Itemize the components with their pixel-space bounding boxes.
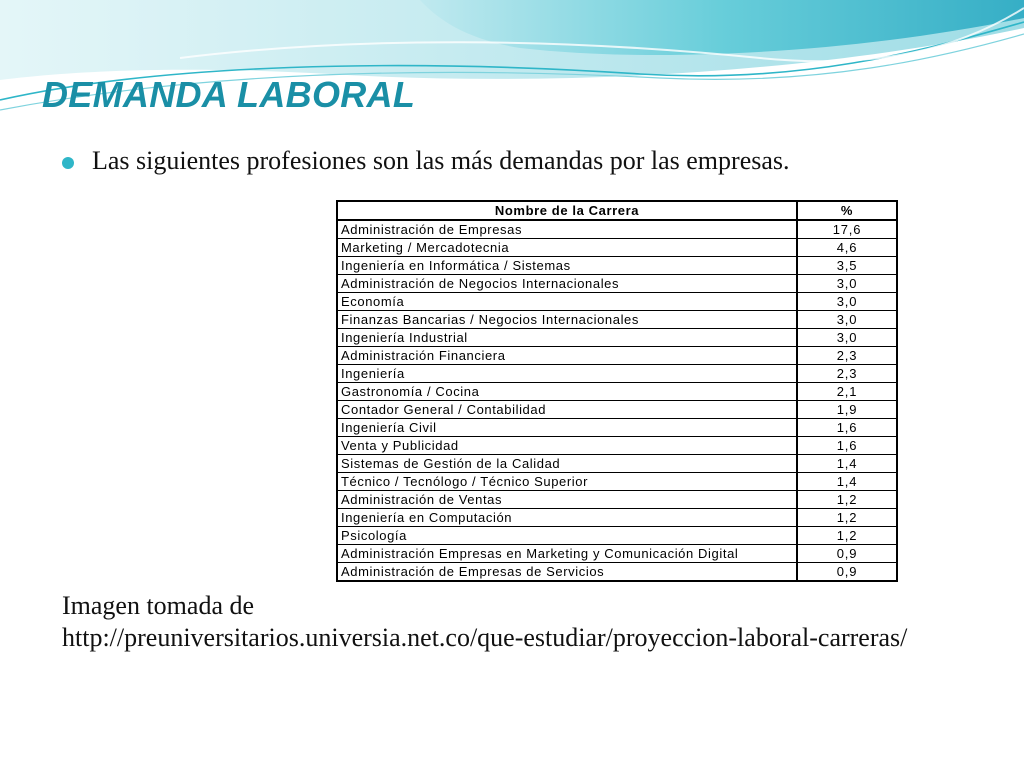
career-name: Ingeniería (337, 365, 797, 383)
slide-title: DEMANDA LABORAL (42, 74, 416, 115)
header-name: Nombre de la Carrera (337, 201, 797, 220)
career-name: Venta y Publicidad (337, 437, 797, 455)
table-row (337, 545, 897, 563)
table-row (337, 383, 897, 401)
career-pct: 1,9 (797, 401, 897, 419)
table-row (337, 275, 897, 293)
career-name: Gastronomía / Cocina (337, 383, 797, 401)
bullet-item (62, 146, 942, 175)
career-name: Contador General / Contabilidad (337, 401, 797, 419)
career-name: Administración Empresas en Marketing y Comunicación Digital (337, 545, 797, 563)
table-row (337, 311, 897, 329)
career-name: Marketing / Mercadotecnia (337, 239, 797, 257)
career-name: Ingeniería Civil (337, 419, 797, 437)
table-row (337, 329, 897, 347)
image-source (62, 590, 1002, 654)
table-row (337, 365, 897, 383)
table-row (337, 473, 897, 491)
career-pct: 1,6 (797, 437, 897, 455)
career-pct: 1,2 (797, 527, 897, 545)
table-row (337, 455, 897, 473)
career-pct: 3,0 (797, 275, 897, 293)
career-pct: 1,4 (797, 473, 897, 491)
bullet-dot-icon (62, 157, 74, 169)
bullet-text: Las siguientes profesiones son las más demandas por las empresas. (92, 146, 790, 175)
career-pct: 2,1 (797, 383, 897, 401)
career-pct: 2,3 (797, 365, 897, 383)
career-pct: 1,2 (797, 491, 897, 509)
table-row (337, 563, 897, 582)
careers-table (336, 200, 898, 582)
table-row (337, 293, 897, 311)
career-name: Ingeniería en Computación (337, 509, 797, 527)
source-label: Imagen tomada de (62, 591, 255, 620)
source-url: http://preuniversitarios.universia.net.co/que-estudiar/proyeccion-laboral-carreras/ (62, 623, 908, 652)
career-pct: 2,3 (797, 347, 897, 365)
table-header-row (337, 201, 897, 220)
career-name: Administración de Empresas (337, 220, 797, 239)
career-pct: 0,9 (797, 545, 897, 563)
table-row (337, 401, 897, 419)
career-pct: 3,0 (797, 293, 897, 311)
career-name: Finanzas Bancarias / Negocios Internacionales (337, 311, 797, 329)
career-pct: 1,2 (797, 509, 897, 527)
career-name: Administración de Empresas de Servicios (337, 563, 797, 582)
career-pct: 3,5 (797, 257, 897, 275)
table-row (337, 419, 897, 437)
table-row (337, 527, 897, 545)
table-row (337, 347, 897, 365)
career-name: Administración de Negocios Internacionales (337, 275, 797, 293)
table-row (337, 239, 897, 257)
table-row (337, 437, 897, 455)
career-name: Psicología (337, 527, 797, 545)
table-row (337, 257, 897, 275)
header-pct: % (797, 201, 897, 220)
career-name: Administración de Ventas (337, 491, 797, 509)
career-name: Ingeniería en Informática / Sistemas (337, 257, 797, 275)
career-name: Ingeniería Industrial (337, 329, 797, 347)
table-row (337, 491, 897, 509)
table-row (337, 509, 897, 527)
career-pct: 3,0 (797, 329, 897, 347)
career-pct: 0,9 (797, 563, 897, 582)
career-pct: 4,6 (797, 239, 897, 257)
career-name: Administración Financiera (337, 347, 797, 365)
career-name: Técnico / Tecnólogo / Técnico Superior (337, 473, 797, 491)
career-name: Economía (337, 293, 797, 311)
career-pct: 1,4 (797, 455, 897, 473)
career-name: Sistemas de Gestión de la Calidad (337, 455, 797, 473)
career-pct: 17,6 (797, 220, 897, 239)
table-row (337, 220, 897, 239)
career-pct: 3,0 (797, 311, 897, 329)
career-pct: 1,6 (797, 419, 897, 437)
